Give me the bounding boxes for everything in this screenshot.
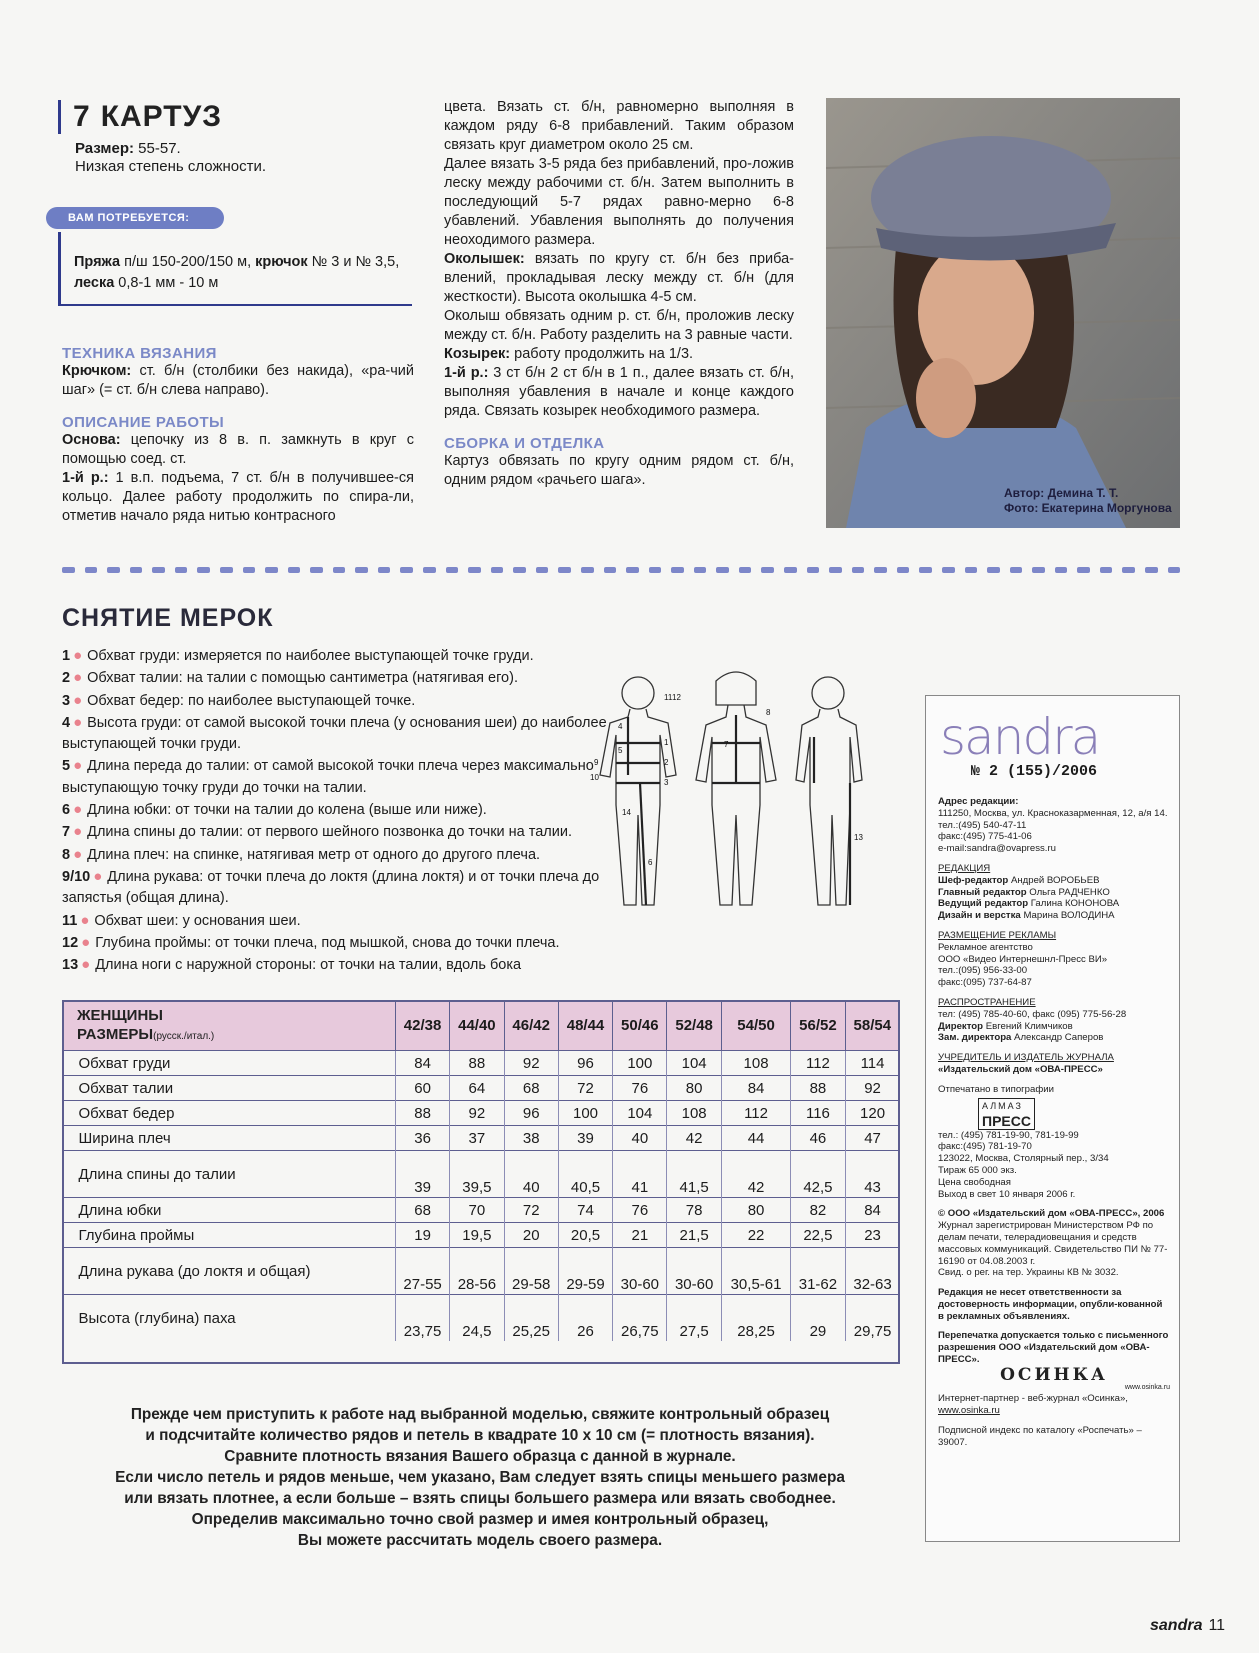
printed-at: Отпечатано в типографии xyxy=(938,1083,1054,1095)
measurement-number: 6 xyxy=(62,802,71,819)
osinka-logo-url: www.osinka.ru xyxy=(1124,1383,1170,1391)
table-cell: 41,5 xyxy=(667,1151,721,1198)
table-cell: 37 xyxy=(450,1126,504,1151)
table-cell: 72 xyxy=(504,1198,558,1223)
table-row xyxy=(63,1223,900,1248)
measurement-text: Длина плеч: на спинке, натягивая метр от одного до другого плеча. xyxy=(87,846,541,863)
figure-label-1: 1 xyxy=(664,738,669,747)
model-header xyxy=(58,100,410,175)
distribution-director-name: Евгений Климчиков xyxy=(983,1020,1073,1032)
bullet-dot: ● xyxy=(73,691,83,709)
main-editor-label: Главный редактор xyxy=(938,886,1027,898)
hook-label: крючок xyxy=(255,254,308,270)
size-column-header: 48/44 xyxy=(558,1001,612,1051)
measurement-number: 2 xyxy=(62,670,71,687)
partner-link[interactable]: www.osinka.ru xyxy=(938,1405,1000,1417)
main-editor-name: Ольга РАДЧЕНКО xyxy=(1026,886,1110,898)
table-cell: 41 xyxy=(613,1151,667,1198)
issue-number: № 2 (155)/2006 xyxy=(971,763,1098,780)
line-label: леска xyxy=(74,275,115,291)
table-cell: 80 xyxy=(721,1198,790,1223)
measurement-number: 8 xyxy=(62,846,71,863)
table-cell: 21 xyxy=(613,1223,667,1248)
ukraine-registration: Свид. о рег. на тер. Украины КВ № 3032. xyxy=(938,1267,1119,1279)
measurement-item xyxy=(62,954,622,976)
size-column-header: 54/50 xyxy=(721,1001,790,1051)
assembly-heading: СБОРКА И ОТДЕЛКА xyxy=(444,435,605,452)
table-cell: 120 xyxy=(845,1101,899,1126)
table-row xyxy=(63,1101,900,1126)
header-women: ЖЕНЩИНЫ xyxy=(77,1006,163,1024)
size-column-header: 44/40 xyxy=(450,1001,504,1051)
ads-heading: РАЗМЕЩЕНИЕ РЕКЛАМЫ xyxy=(938,929,1057,941)
row-label: Длина юбки xyxy=(63,1198,396,1223)
note-line-5: или вязать плотнее, а если больше – взять спицы большего размера или вязать свободнее. xyxy=(124,1490,836,1507)
design-name: Марина ВОЛОДИНА xyxy=(1020,910,1115,922)
body-figures xyxy=(588,665,888,930)
almaz-logo-bottom: ПРЕСС xyxy=(982,1112,1031,1129)
measurement-item xyxy=(62,844,622,866)
measurement-number: 11 xyxy=(62,912,78,929)
figure-label-8: 8 xyxy=(766,708,771,717)
table-cell: 68 xyxy=(504,1076,558,1101)
table-cell: 22,5 xyxy=(791,1223,845,1248)
table-cell: 26,75 xyxy=(613,1295,667,1342)
almaz-press-logo xyxy=(978,1098,1035,1130)
table-cell: 84 xyxy=(845,1198,899,1223)
photographer-name: Екатерина Моргунова xyxy=(1038,501,1172,515)
table-row xyxy=(63,1248,900,1295)
measurement-text: Обхват шеи: у основания шеи. xyxy=(94,912,301,929)
table-cell: 27,5 xyxy=(667,1295,721,1342)
table-row xyxy=(63,1076,900,1101)
photo-label: Фото: xyxy=(1004,501,1039,515)
measurement-number: 4 xyxy=(62,714,71,731)
visor-text xyxy=(444,345,794,364)
bullet-dot: ● xyxy=(73,757,83,775)
photo-illustration xyxy=(826,98,1180,528)
table-cell: 28-56 xyxy=(450,1248,504,1295)
table-corner-header xyxy=(63,1001,396,1051)
row-label: Обхват бедер xyxy=(63,1101,396,1126)
table-cell: 64 xyxy=(450,1076,504,1101)
measurement-figures-diagram xyxy=(588,665,888,930)
crown-text-1: цвета. Вязать ст. б/н, равномерно выполняя в каждом ряду 6-8 прибавлений. Таким образом связать круг диаметром около 25 см. xyxy=(444,99,794,153)
table-cell: 30-60 xyxy=(613,1248,667,1295)
table-cell: 40 xyxy=(504,1151,558,1198)
model-title xyxy=(58,100,410,134)
row-label: Ширина плеч xyxy=(63,1126,396,1151)
table-cell: 29-59 xyxy=(558,1248,612,1295)
photo-credit xyxy=(1004,486,1174,516)
measurement-text: Глубина проймы: от точки плеча, под мышкой, снова до точки плеча. xyxy=(95,934,560,951)
table-cell: 42,5 xyxy=(791,1151,845,1198)
measurements-list xyxy=(62,645,622,976)
table-cell: 30,5-61 xyxy=(721,1248,790,1295)
editor-email: e-mail:sandra@ovapress.ru xyxy=(938,843,1056,855)
sandra-logo: sandra xyxy=(940,708,1100,766)
visor-row1-text xyxy=(444,364,794,421)
measurement-item xyxy=(62,712,622,756)
almaz-logo-top: АЛМАЗ xyxy=(982,1100,1023,1111)
bullet-dot: ● xyxy=(73,823,83,841)
table-cell: 70 xyxy=(450,1198,504,1223)
table-cell: 29-58 xyxy=(504,1248,558,1295)
row1-text xyxy=(62,469,414,526)
table-row xyxy=(63,1051,900,1076)
table-cell: 31-62 xyxy=(791,1248,845,1295)
measurement-number: 3 xyxy=(62,692,71,709)
registration: Журнал зарегистрирован Министерством РФ по делам печати, телерадиовещания и средств массовых коммуникаций. Свидетельство ПИ № 77-16190 от 04.08.2003 г. xyxy=(938,1220,1168,1267)
table-cell: 19 xyxy=(395,1223,449,1248)
measurement-item xyxy=(62,645,622,667)
osinka-logo: ОСИНКА xyxy=(1000,1364,1108,1385)
table-cell: 108 xyxy=(721,1051,790,1076)
measurement-number: 12 xyxy=(62,934,79,951)
disclaimer: Редакция не несет ответственности за достоверность информации, опубли-кованной в рекламных объявлениях. xyxy=(938,1287,1163,1322)
measurement-item xyxy=(62,690,622,712)
note-line-4: Если число петель и рядов меньше, чем указано, Вам следует взять спицы меньшего размера xyxy=(115,1469,845,1486)
redaction-heading: РЕДАКЦИЯ xyxy=(938,862,991,874)
header-sizes: РАЗМЕРЫ xyxy=(77,1025,154,1043)
circulation: Тираж 65 000 экз. xyxy=(938,1164,1017,1176)
chief-editor-name: Андрей ВОРОБЬЕВ xyxy=(1008,874,1100,886)
visor-row1-label: 1-й р.: xyxy=(444,365,489,381)
table-cell: 39 xyxy=(558,1126,612,1151)
table-cell: 84 xyxy=(721,1076,790,1101)
distribution-phone: тел: (495) 785-40-60, факс (095) 775-56-28 xyxy=(938,1008,1127,1020)
size-column-header: 52/48 xyxy=(667,1001,721,1051)
bullet-dot: ● xyxy=(73,669,83,687)
line-value: 0,8-1 мм - 10 м xyxy=(114,275,219,291)
measurement-item xyxy=(62,910,622,932)
table-cell: 80 xyxy=(667,1076,721,1101)
author-name: Демина Т. Т. xyxy=(1044,486,1119,500)
note-line-7: Вы можете рассчитать модель своего размера. xyxy=(297,1532,663,1549)
table-cell: 29 xyxy=(791,1295,845,1342)
table-cell: 112 xyxy=(791,1051,845,1076)
measurement-item xyxy=(62,866,622,910)
founder-heading: УЧРЕДИТЕЛЬ И ИЗДАТЕЛЬ ЖУРНАЛА xyxy=(938,1052,1114,1064)
table-cell: 68 xyxy=(395,1198,449,1223)
ads-phone: тел.:(095) 956-33-00 xyxy=(938,965,1028,977)
row1-label: 1-й р.: xyxy=(62,470,109,486)
size-table xyxy=(62,1000,900,1341)
table-cell: 88 xyxy=(395,1101,449,1126)
founder-name: «Издательский дом «ОВА-ПРЕСС» xyxy=(938,1063,1103,1075)
difficulty: Низкая степень сложности. xyxy=(75,158,267,175)
table-cell: 27-55 xyxy=(395,1248,449,1295)
editor-fax: факс:(495) 775-41-06 xyxy=(938,831,1032,843)
page-number: 11 xyxy=(1208,1617,1226,1634)
instructions-column-1 xyxy=(62,345,414,526)
size-column-header: 56/52 xyxy=(791,1001,845,1051)
lead-editor-name: Галина КОНОНОВА xyxy=(1028,898,1120,910)
technique-body: ст. б/н (столбики без накида), «ра-чий шаг» (= ст. б/н слева направо). xyxy=(62,363,414,398)
model-number: 7 xyxy=(73,100,91,133)
table-cell: 23 xyxy=(845,1223,899,1248)
table-cell: 104 xyxy=(667,1051,721,1076)
table-cell: 28,25 xyxy=(721,1295,790,1342)
table-cell: 108 xyxy=(667,1101,721,1126)
figure-label-5: 5 xyxy=(618,746,623,755)
bullet-dot: ● xyxy=(80,911,90,929)
design-label: Дизайн и верстка xyxy=(938,910,1021,922)
measurement-text: Длина переда до талии: от самой высокой точки плеча через максимально выступающую точку груди до точки на талии. xyxy=(62,758,594,796)
size-label: Размер: xyxy=(75,140,135,157)
table-cell: 46 xyxy=(791,1126,845,1151)
instructions-column-2 xyxy=(444,98,794,490)
distribution-director-label: Директор xyxy=(938,1020,984,1032)
technique-label: Крючком: xyxy=(62,363,132,379)
row-label: Глубина проймы xyxy=(63,1223,396,1248)
table-cell: 116 xyxy=(791,1101,845,1126)
figure-label-13: 13 xyxy=(854,833,863,842)
table-cell: 112 xyxy=(721,1101,790,1126)
table-cell: 42 xyxy=(667,1126,721,1151)
note-line-1: Прежде чем приступить к работе над выбранной моделью, свяжите контрольный образец xyxy=(130,1406,830,1423)
page-footer xyxy=(1150,1617,1225,1635)
row-label: Длина рукава (до локтя и общая) xyxy=(63,1248,396,1295)
imprint-box xyxy=(925,695,1180,1542)
measurement-item xyxy=(62,755,622,799)
table-cell: 22 xyxy=(721,1223,790,1248)
bullet-dot: ● xyxy=(73,713,83,731)
table-cell: 25,25 xyxy=(504,1295,558,1342)
table-cell: 30-60 xyxy=(667,1248,721,1295)
table-cell: 20,5 xyxy=(558,1223,612,1248)
measurement-text: Длина рукава: от точки плеча до локтя (длина локтя) и от точки плеча до запястья (общая длина). xyxy=(62,868,600,907)
figure-label-7: 7 xyxy=(724,740,729,749)
table-cell: 92 xyxy=(450,1101,504,1126)
crown-text-2: Далее вязать 3-5 ряда без прибавлений, про-ложив леску между рабочими ст. б/н. Затем выполнить в последующий 5-7 рядах равно-мерно 6-8 убавлений. Убавления выполнять до получения неоходимого размера. xyxy=(444,156,794,248)
visor-row1-body: 3 ст б/н 2 ст б/н в 1 п., далее вязать ст. б/н, выполняя убавления в начале и конце каждого ряда. Связать козырек необходимого размера. xyxy=(444,365,794,419)
size-column-header: 58/54 xyxy=(845,1001,899,1051)
visor-body: работу продолжить на 1/3. xyxy=(510,346,694,362)
distribution-deputy-name: Александр Саперов xyxy=(1011,1032,1104,1044)
base-label: Основа: xyxy=(62,432,121,448)
figure-label-9: 9 xyxy=(594,758,599,767)
row-label: Длина спины до талии xyxy=(63,1151,396,1198)
measurement-text: Обхват бедер: по наиболее выступающей точке. xyxy=(87,692,416,709)
printer-phone: тел.: (495) 781-19-90, 781-19-99 xyxy=(938,1129,1079,1141)
measurement-number: 9/10 xyxy=(62,868,91,885)
note-line-2: и подсчитайте количество рядов и петель в квадрате 10 х 10 см (= плотность вязания). xyxy=(145,1427,815,1444)
address-heading: Адрес редакции: xyxy=(938,796,1019,807)
size-line xyxy=(58,140,410,157)
figure-label-6: 6 xyxy=(648,858,653,867)
table-cell: 76 xyxy=(613,1076,667,1101)
table-cell: 78 xyxy=(667,1198,721,1223)
ads-fax: факс:(095) 737-64-87 xyxy=(938,977,1032,989)
chief-editor-label: Шеф-редактор xyxy=(938,874,1009,886)
note-line-3: Сравните плотность вязания Вашего образца с данной в журнале. xyxy=(224,1448,736,1465)
copyright: © ООО «Издательский дом «ОВА-ПРЕСС», 2006 xyxy=(938,1208,1165,1220)
author-label: Автор: xyxy=(1004,486,1045,500)
row1-body: 1 в.п. подъема, 7 ст. б/н в получившее-ся кольцо. Далее работу продолжить по спира-ли, отметив начало ряда нитью контрасного xyxy=(62,470,414,524)
figure-label-2: 2 xyxy=(664,758,669,767)
materials-text xyxy=(74,252,414,294)
measurement-number: 7 xyxy=(62,824,71,841)
bullet-dot: ● xyxy=(73,647,83,664)
bullet-dot: ● xyxy=(81,933,91,951)
ads-company: ООО «Видео Интернешнл-Пресс ВИ» xyxy=(938,953,1108,965)
imprint-text xyxy=(938,796,1170,1449)
internet-partner: Интернет-партнер - веб-журнал «Осинка», xyxy=(938,1393,1128,1405)
subscription-index: Подписной индекс по каталогу «Роспечать» – 39007. xyxy=(938,1425,1142,1448)
figure-label-4: 4 xyxy=(618,722,623,731)
measurement-text: Длина ноги с наружной стороны: от точки на талии, вдоль бока xyxy=(95,957,522,974)
model-photo xyxy=(826,98,1180,528)
size-column-header: 46/42 xyxy=(504,1001,558,1051)
table-cell: 39 xyxy=(395,1151,449,1198)
row-label: Высота (глубина) паха xyxy=(63,1295,396,1342)
base-body: цепочку из 8 в. п. замкнуть в круг с помощью соед. ст. xyxy=(62,432,414,467)
size-column-header: 50/46 xyxy=(613,1001,667,1051)
table-cell: 44 xyxy=(721,1126,790,1151)
table-cell: 96 xyxy=(504,1101,558,1126)
measurement-text: Длина спины до талии: от первого шейного позвонка до точки на талии. xyxy=(87,824,572,841)
row-label: Обхват талии xyxy=(63,1076,396,1101)
table-cell: 82 xyxy=(791,1198,845,1223)
figure-label-10: 10 xyxy=(590,773,599,782)
table-cell: 38 xyxy=(504,1126,558,1151)
table-cell: 21,5 xyxy=(667,1223,721,1248)
visor-label: Козырек: xyxy=(444,346,511,362)
address: 111250, Москва, ул. Красноказарменная, 12, а/я 14. xyxy=(938,807,1168,819)
hook-value: № 3 и № 3,5, xyxy=(307,254,400,270)
row-label: Обхват груди xyxy=(63,1051,396,1076)
reprint-notice: Перепечатка допускается только с письменного разрешения ООО «Издательский дом «ОВА-ПРЕСС». xyxy=(938,1330,1169,1366)
bullet-dot: ● xyxy=(93,867,103,885)
band-edge-text: Околыш обвязать одним р. ст. б/н, проложив леску между ст. б/н. Работу разделить на 3 равные части. xyxy=(444,308,794,343)
figure-label-12: 12 xyxy=(672,693,681,702)
measurement-number: 5 xyxy=(62,758,71,775)
figure-label-14: 14 xyxy=(622,808,631,817)
gauge-note xyxy=(90,1404,870,1551)
table-cell: 114 xyxy=(845,1051,899,1076)
table-cell: 32-63 xyxy=(845,1248,899,1295)
table-cell: 88 xyxy=(791,1076,845,1101)
measurements-title: СНЯТИЕ МЕРОК xyxy=(62,604,274,632)
table-cell: 23,75 xyxy=(395,1295,449,1342)
table-row xyxy=(63,1126,900,1151)
table-cell: 104 xyxy=(613,1101,667,1126)
printer-address: 123022, Москва, Столярный пер., 3/34 xyxy=(938,1153,1109,1165)
ads-agency: Рекламное агентство xyxy=(938,941,1033,953)
table-cell: 40,5 xyxy=(558,1151,612,1198)
measurement-text: Обхват талии: на талии с помощью сантиметра (натягивая его). xyxy=(87,670,518,687)
table-cell: 40 xyxy=(613,1126,667,1151)
assembly-text: Картуз обвязать по кругу одним рядом ст. б/н, одним рядом «рачьего шага». xyxy=(444,453,794,488)
measurement-text: Обхват груди: измеряется по наиболее выступающей точке груди. xyxy=(87,648,534,664)
table-cell: 47 xyxy=(845,1126,899,1151)
measurement-item xyxy=(62,821,622,843)
measurement-text: Длина юбки: от точки на талии до колена (выше или ниже). xyxy=(87,802,487,819)
table-cell: 24,5 xyxy=(450,1295,504,1342)
note-line-6: Определив максимально точно свой размер и имея контрольный образец, xyxy=(191,1511,769,1528)
table-cell: 76 xyxy=(613,1198,667,1223)
table-cell: 19,5 xyxy=(450,1223,504,1248)
bullet-dot: ● xyxy=(81,956,91,974)
table-row xyxy=(63,1151,900,1198)
size-table-header xyxy=(63,1001,900,1051)
editor-phone: тел.:(495) 540-47-11 xyxy=(938,819,1027,831)
figure-label-3: 3 xyxy=(664,778,669,787)
header-size-systems: (русск./итал.) xyxy=(153,1030,215,1042)
price: Цена свободная xyxy=(938,1176,1011,1188)
figure-label-11: 11 xyxy=(664,693,673,702)
table-cell: 84 xyxy=(395,1051,449,1076)
table-cell: 88 xyxy=(450,1051,504,1076)
measurement-item xyxy=(62,932,622,954)
measurement-number: 13 xyxy=(62,957,79,974)
table-cell: 100 xyxy=(558,1101,612,1126)
model-name: КАРТУЗ xyxy=(100,100,223,133)
table-cell: 20 xyxy=(504,1223,558,1248)
footer-brand: sandra xyxy=(1150,1617,1203,1634)
table-row xyxy=(63,1198,900,1223)
bullet-dot: ● xyxy=(73,845,83,863)
table-cell: 43 xyxy=(845,1151,899,1198)
band-label: Околышек: xyxy=(444,251,525,267)
size-value: 55-57. xyxy=(134,140,181,157)
technique-text xyxy=(62,362,414,400)
table-cell: 26 xyxy=(558,1295,612,1342)
size-table-body xyxy=(63,1051,900,1342)
band-text xyxy=(444,250,794,307)
band-body: вязать по кругу ст. б/н без приба-влений, прокладывая леску между ст. б/н (для жесткости). Высота околышка 4-5 см. xyxy=(444,251,794,305)
table-cell: 96 xyxy=(558,1051,612,1076)
measurement-text: Высота груди: от самой высокой точки плеча (у основания шеи) до наиболее выступающей точки груди. xyxy=(62,714,607,753)
technique-heading: ТЕХНИКА ВЯЗАНИЯ xyxy=(62,345,217,362)
measurement-item xyxy=(62,667,622,689)
table-cell: 42 xyxy=(721,1151,790,1198)
measurement-item xyxy=(62,799,622,821)
table-cell: 39,5 xyxy=(450,1151,504,1198)
size-column-header: 42/38 xyxy=(395,1001,449,1051)
table-cell: 74 xyxy=(558,1198,612,1223)
table-cell: 92 xyxy=(504,1051,558,1076)
bullet-dot: ● xyxy=(73,801,83,819)
table-cell: 100 xyxy=(613,1051,667,1076)
section-divider xyxy=(62,567,1180,573)
description-heading: ОПИСАНИЕ РАБОТЫ xyxy=(62,414,225,431)
table-cell: 92 xyxy=(845,1076,899,1101)
measurement-number: 1 xyxy=(62,648,71,664)
yarn-label: Пряжа xyxy=(74,254,121,270)
table-cell: 60 xyxy=(395,1076,449,1101)
base-text xyxy=(62,431,414,469)
distribution-heading: РАСПРОСТРАНЕНИЕ xyxy=(938,996,1036,1008)
yarn-value: п/ш 150-200/150 м, xyxy=(120,254,256,270)
materials-badge: ВАМ ПОТРЕБУЕТСЯ: xyxy=(46,207,224,229)
release-date: Выход в свет 10 января 2006 г. xyxy=(938,1188,1076,1200)
table-row xyxy=(63,1295,900,1342)
lead-editor-label: Ведущий редактор xyxy=(938,898,1029,910)
table-cell: 72 xyxy=(558,1076,612,1101)
table-cell: 36 xyxy=(395,1126,449,1151)
table-cell: 29,75 xyxy=(845,1295,899,1342)
distribution-deputy-label: Зам. директора xyxy=(938,1032,1012,1044)
printer-fax: факс:(495) 781-19-70 xyxy=(938,1141,1032,1153)
